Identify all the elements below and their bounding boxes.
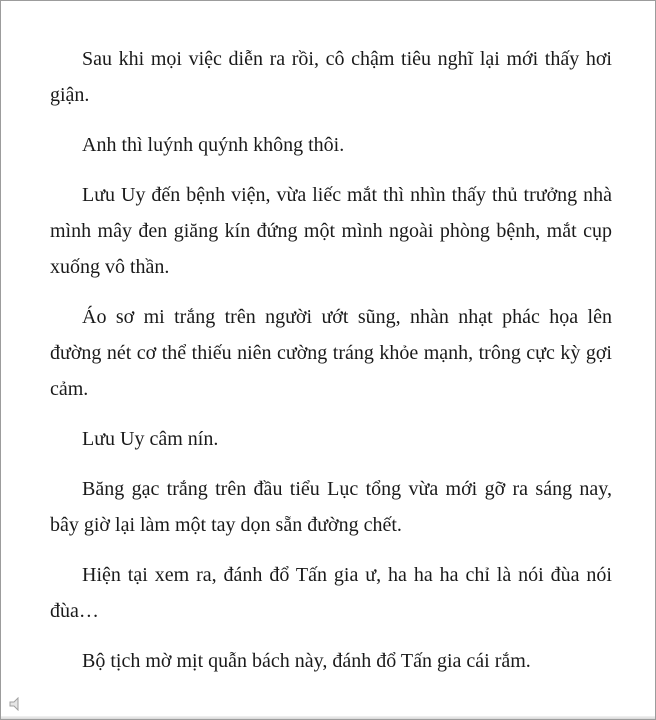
paragraph: Lưu Uy đến bệnh viện, vừa liếc mắt thì nhìn thấy thủ trưởng nhà mình mây đen giăng kín đứng một mình ngoài phòng bệnh, mắt cụp xuống vô thần. <box>50 184 612 278</box>
paragraph: Hiện tại xem ra, đánh đổ Tấn gia ư, ha ha ha chỉ là nói đùa nói đùa… <box>50 564 612 622</box>
speaker-arrow-icon <box>9 697 25 711</box>
page-bottom-edge <box>1 716 655 719</box>
paragraph: Bộ tịch mờ mịt quẫn bách này, đánh đổ Tấn gia cái rắm. <box>82 650 531 672</box>
document-body <box>50 41 612 693</box>
paragraph: Sau khi mọi việc diễn ra rồi, cô chậm tiêu nghĩ lại mới thấy hơi giận. <box>50 48 612 106</box>
paragraph: Anh thì luýnh quýnh không thôi. <box>82 134 345 156</box>
paragraph: Băng gạc trắng trên đầu tiểu Lục tổng vừa mới gỡ ra sáng nay, bây giờ lại làm một tay dọn sẵn đường chết. <box>50 478 612 536</box>
paragraph: Áo sơ mi trắng trên người ướt sũng, nhàn nhạt phác họa lên đường nét cơ thể thiếu niên cường tráng khỏe mạnh, trông cực kỳ gợi cảm. <box>50 306 612 400</box>
paragraph: Lưu Uy câm nín. <box>82 428 219 450</box>
